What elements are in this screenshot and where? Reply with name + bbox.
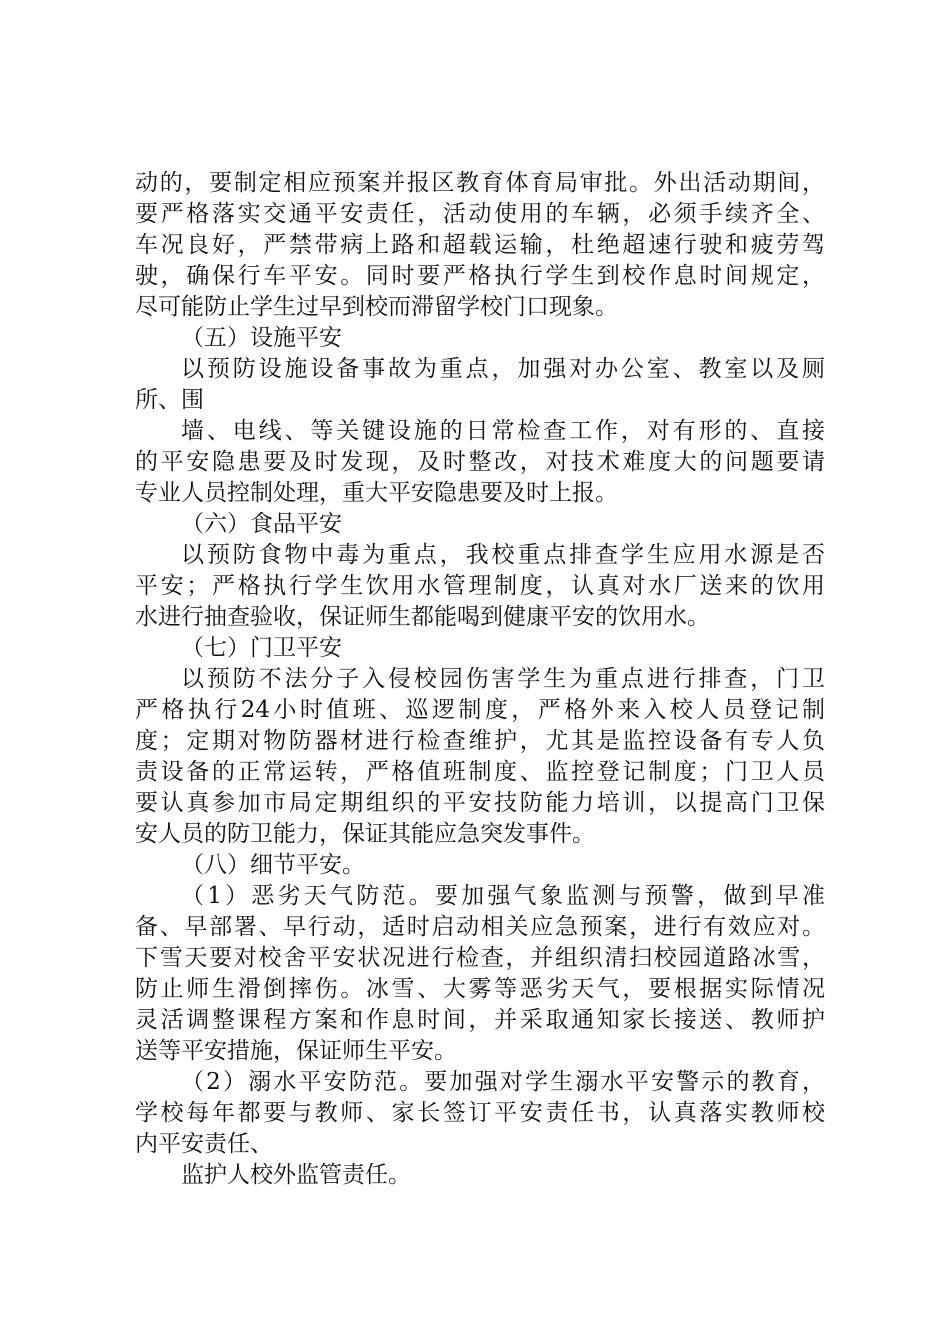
body-text-line: 学校每年都要与教师、家长签订平安责任书，认真落实教师校 bbox=[135, 1100, 825, 1126]
body-text-line: 墙、电线、等关键设施的日常检查工作，对有形的、直接 bbox=[181, 418, 825, 444]
body-text-line: 所、围 bbox=[135, 387, 204, 413]
body-text-line: 要严格落实交通平安责任，活动使用的车辆，必须手续齐全、 bbox=[135, 201, 825, 227]
body-text-line: 尽可能防止学生过早到校而滞留学校门口现象。 bbox=[135, 294, 618, 320]
body-text-line: 要认真参加市局定期组织的平安技防能力培训，以提高门卫保 bbox=[135, 790, 825, 816]
body-text-line: （1）恶劣天气防范。要加强气象监测与预警，做到早准 bbox=[181, 883, 825, 909]
body-text-line: 责设备的正常运转，严格值班制度、监控登记制度；门卫人员 bbox=[135, 759, 825, 785]
body-text-line: 严格执行24小时值班、巡逻制度，严格外来入校人员登记制 bbox=[135, 697, 825, 723]
body-text-line: 以预防设施设备事故为重点，加强对办公室、教室以及厕 bbox=[181, 356, 825, 382]
body-text-line: 灵活调整课程方案和作息时间，并采取通知家长接送、教师护 bbox=[135, 1007, 825, 1033]
body-text-line: 以预防不法分子入侵校园伤害学生为重点进行排查，门卫 bbox=[181, 666, 825, 692]
body-text-line: 送等平安措施，保证师生平安。 bbox=[135, 1038, 457, 1064]
body-text-line: 水进行抽查验收，保证师生都能喝到健康平安的饮用水。 bbox=[135, 604, 710, 630]
body-text-line: 以预防食物中毒为重点，我校重点排查学生应用水源是否 bbox=[181, 542, 825, 568]
body-text-line: 安人员的防卫能力，保证其能应急突发事件。 bbox=[135, 821, 595, 847]
body-text-line: 备、早部署、早行动，适时启动相关应急预案，进行有效应对。 bbox=[135, 914, 825, 940]
body-text-line: 驶，确保行车平安。同时要严格执行学生到校作息时间规定， bbox=[135, 263, 825, 289]
body-text-line: （2）溺水平安防范。要加强对学生溺水平安警示的教育， bbox=[181, 1069, 825, 1095]
body-text-line: 下雪天要对校舍平安状况进行检查，并组织清扫校园道路冰雪， bbox=[135, 945, 825, 971]
body-text-line: 车况良好，严禁带病上路和超载运输，杜绝超速行驶和疲劳驾 bbox=[135, 232, 825, 258]
section-heading: （五）设施平安 bbox=[181, 325, 342, 351]
body-text-line: 动的，要制定相应预案并报区教育体育局审批。外出活动期间， bbox=[135, 170, 825, 196]
body-text-line: 的平安隐患要及时发现，及时整改，对技术难度大的问题要请 bbox=[135, 449, 825, 475]
body-text-line: 平安；严格执行学生饮用水管理制度，认真对水厂送来的饮用 bbox=[135, 573, 825, 599]
body-text-line: 内平安责任、 bbox=[135, 1131, 273, 1157]
section-heading: （七）门卫平安 bbox=[181, 635, 342, 661]
body-text-line: 度；定期对物防器材进行检查维护，尤其是监控设备有专人负 bbox=[135, 728, 825, 754]
body-text-line: 专业人员控制处理，重大平安隐患要及时上报。 bbox=[135, 480, 618, 506]
section-heading: （八）细节平安。 bbox=[181, 852, 365, 878]
section-heading: （六）食品平安 bbox=[181, 511, 342, 537]
body-text-line: 防止师生滑倒摔伤。冰雪、大雾等恶劣天气，要根据实际情况 bbox=[135, 976, 825, 1002]
body-text-line: 监护人校外监管责任。 bbox=[181, 1162, 411, 1188]
document-page bbox=[135, 168, 825, 1191]
